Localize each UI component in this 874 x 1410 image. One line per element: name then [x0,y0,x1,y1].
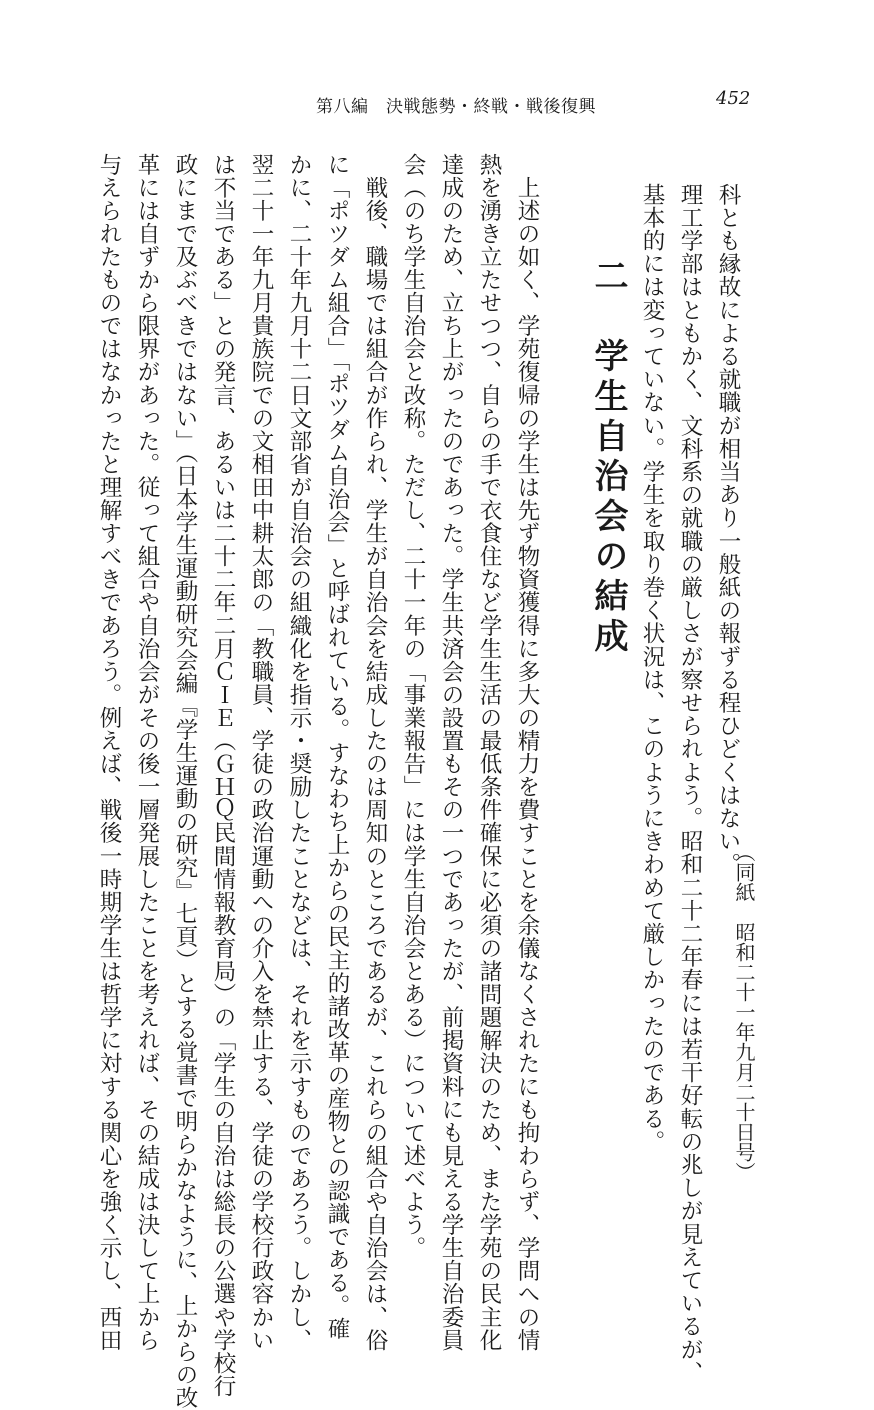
body-line: 与えられたものではなかったと理解すべきであろう。例えば、戦後一時期学生は哲学に対する関心を強く示し、西田 [96,153,122,1352]
body-line: 熱を湧き立たせつつ、自らの手で衣食住など学生生活の最低条件確保に必須の諸問題解決のため、また学苑の民主化 [476,153,502,1352]
quote-citation: （同紙 昭和二十一年九月二十日号） [732,842,756,1182]
body-line: 翌二十一年九月貴族院での文相田中耕太郎の「教職員、学徒の政治運動への介入を禁止する、学徒の学校行政容かい [248,153,274,1352]
quote-line: 科とも縁故による就職が相当あり一般紙の報ずる程ひどくはない。 [715,183,741,876]
section-heading: 二 学生自治会の結成 [588,258,628,658]
body-line: かに、二十年九月十二日文部省が自治会の組織化を指示・奨励したことなどは、それを示すものであろう。しかし、 [286,153,312,1352]
body-line: 上述の如く、学苑復帰の学生は先ず物資獲得に多大の精力を費すことを余儀なくされたにも拘わらず、学問への情 [514,153,540,1352]
body-line: は不当である」との発言、あるいは二十二年二月ＣＩＥ（ＧＨＱ民間情報教育局）の「学生の自治は総長の公選や学校行 [210,153,236,1398]
body-line: 革には自ずから限界があった。従って組合や自治会がその後一層発展したことを考えれば、その結成は決して上から [134,153,160,1352]
quote-line: 基本的には変っていない。学生を取り巻く状況は、このようにきわめて厳しかったのである。 [639,183,665,1154]
running-header-title: 第八編 決戦態勢・終戦・戦後復興 [316,97,596,117]
page-number: 452 [716,88,751,109]
body-line: 戦後、職場では組合が作られ、学生が自治会を結成したのは周知のところであるが、これらの組合や自治会は、俗 [362,153,388,1352]
body-text [90,153,546,1410]
quoted-passage [633,183,747,1384]
body-line: 政にまで及ぶべきではない」（日本学生運動研究会編『学生運動の研究』七頁）とする覚書で明らかなように、上からの改 [172,153,198,1410]
body-line: 会（のち学生自治会と改称。ただし、二十一年の「事業報告」には学生自治会とある）について述べよう。 [400,153,426,1260]
body-line: に「ポツダム組合」「ポツダム自治会」と呼ばれている。すなわち上からの民主的諸改革の産物との認識である。確 [324,153,350,1341]
quote-line: 理工学部はともかく、文科系の就職の厳しさが察せられよう。昭和二十二年春には若干好転の兆しが見えているが、 [677,183,703,1385]
body-line: 達成のため、立ち上がったのであった。学生共済会の設置もその一つであったが、前掲資料にも見える学生自治委員 [438,153,464,1352]
